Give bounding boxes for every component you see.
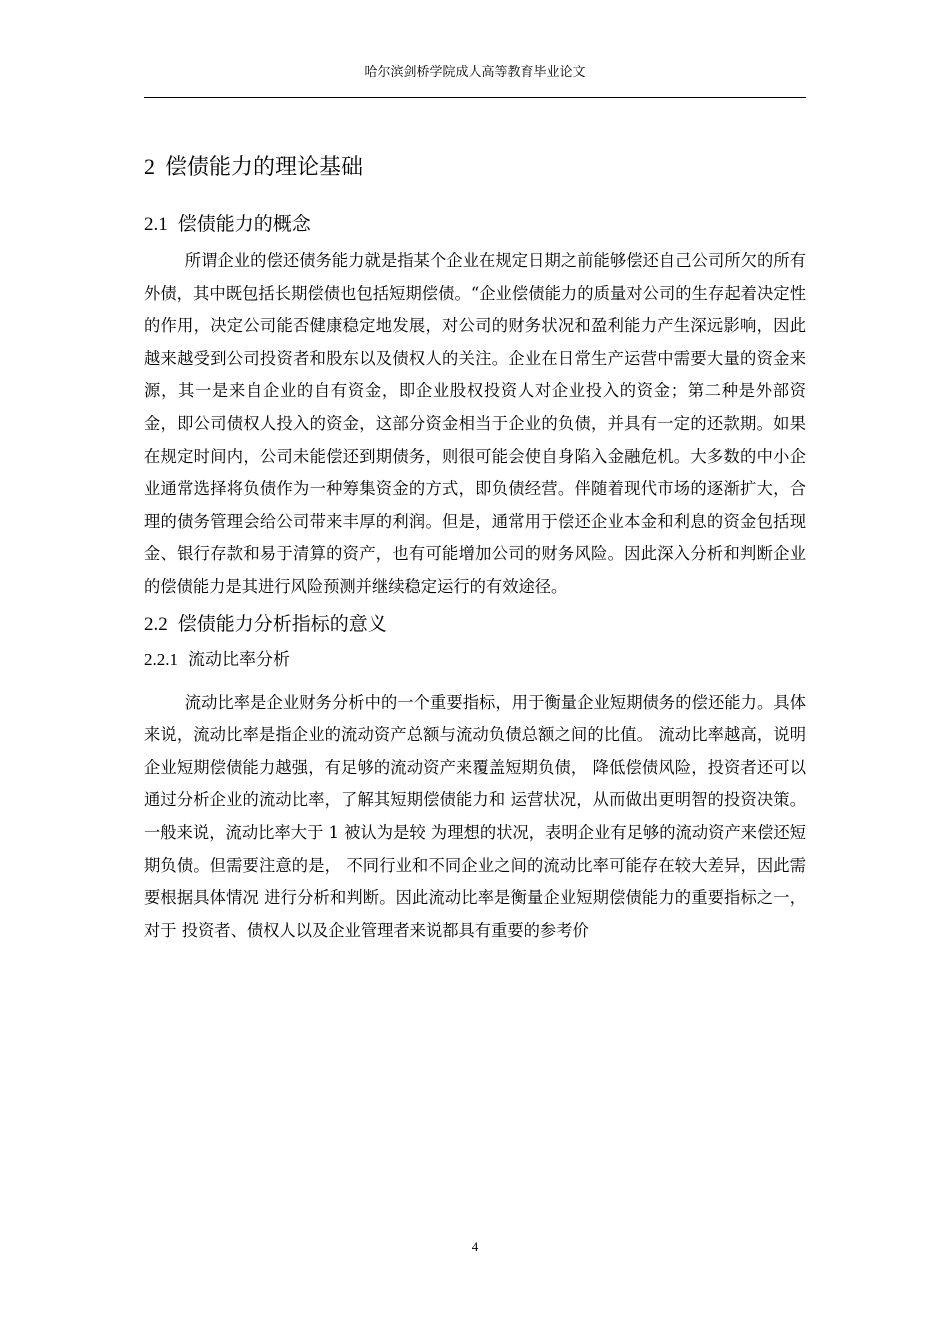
header-rule	[144, 97, 806, 98]
section-number: 2.2	[144, 613, 168, 635]
chapter-title: 偿债能力的理论基础	[165, 155, 364, 180]
chapter-heading	[144, 152, 806, 183]
section-heading-2-2	[144, 610, 806, 639]
section-title: 偿债能力分析指标的意义	[177, 612, 387, 635]
chapter-number: 2	[144, 154, 155, 179]
page-number: 4	[471, 1239, 479, 1254]
section-heading-2-1	[144, 210, 806, 239]
subsection-title: 流动比率分析	[188, 649, 290, 670]
subsection-heading-2-2-1	[144, 647, 806, 673]
page-header: 哈尔滨剑桥学院成人高等教育毕业论文	[364, 65, 586, 80]
subsection-number: 2.2.1	[144, 649, 178, 669]
paragraph-current-ratio: 流动比率是企业财务分析中的一个重要指标，用于衡量企业短期债务的偿还能力。具体来说，流动比率是指企业的流动资产总额与流动负债总额之间的比值。 流动比率越高，说明企业短期偿债能力越强，有足够的流动资产来覆盖短期负债， 降低偿债风险，投资者还可以通过分析企业的流动比率，了解其短期偿债能力和 运营状况，从而做出更明智的投资决策。一般来说，流动比率大于 1 被认为是较 为理想的状况，表明企业有足够的流动资产来偿还短期负债。但需要注意的是， 不同行业和不同企业之间的流动比率可能存在较大差异，因此需要根据具体情况 进行分析和判断。因此流动比率是衡量企业短期偿债能力的重要指标之一，对于 投资者、债权人以及企业管理者来说都具有重要的参考价	[144, 692, 806, 940]
section-title: 偿债能力的概念	[177, 213, 311, 235]
paragraph-solvency-concept: 所谓企业的偿还债务能力就是指某个企业在规定日期之前能够偿还自己公司所欠的所有外债，其中既包括长期偿债也包括短期偿债。“企业偿债能力的质量对公司的生存起着决定性的作用，决定公司能否健康稳定地发展，对公司的财务状况和盈利能力产生深远影响，因此越来越受到公司投资者和股东以及债权人的关注。企业在日常生产运营中需要大量的资金来源，其一是来自企业的自有资金，即企业股权投资人对企业投入的资金；第二种是外部资金，即公司债权人投入的资金，这部分资金相当于企业的负债，并具有一定的还款期。如果在规定时间内，公司未能偿还到期债务，则很可能会使自身陷入金融危机。大多数的中小企业通常选择将负债作为一种筹集资金的方式，即负债经营。伴随着现代市场的逐渐扩大，合理的债务管理会给公司带来丰厚的利润。但是，通常用于偿还企业本金和利息的资金包括现金、银行存款和易于清算的资产，也有可能增加公司的财务风险。因此深入分析和判断企业的偿债能力是其进行风险预测并继续稳定运行的有效途径。	[144, 251, 806, 596]
page-content	[144, 140, 806, 947]
section-number: 2.1	[144, 214, 168, 235]
